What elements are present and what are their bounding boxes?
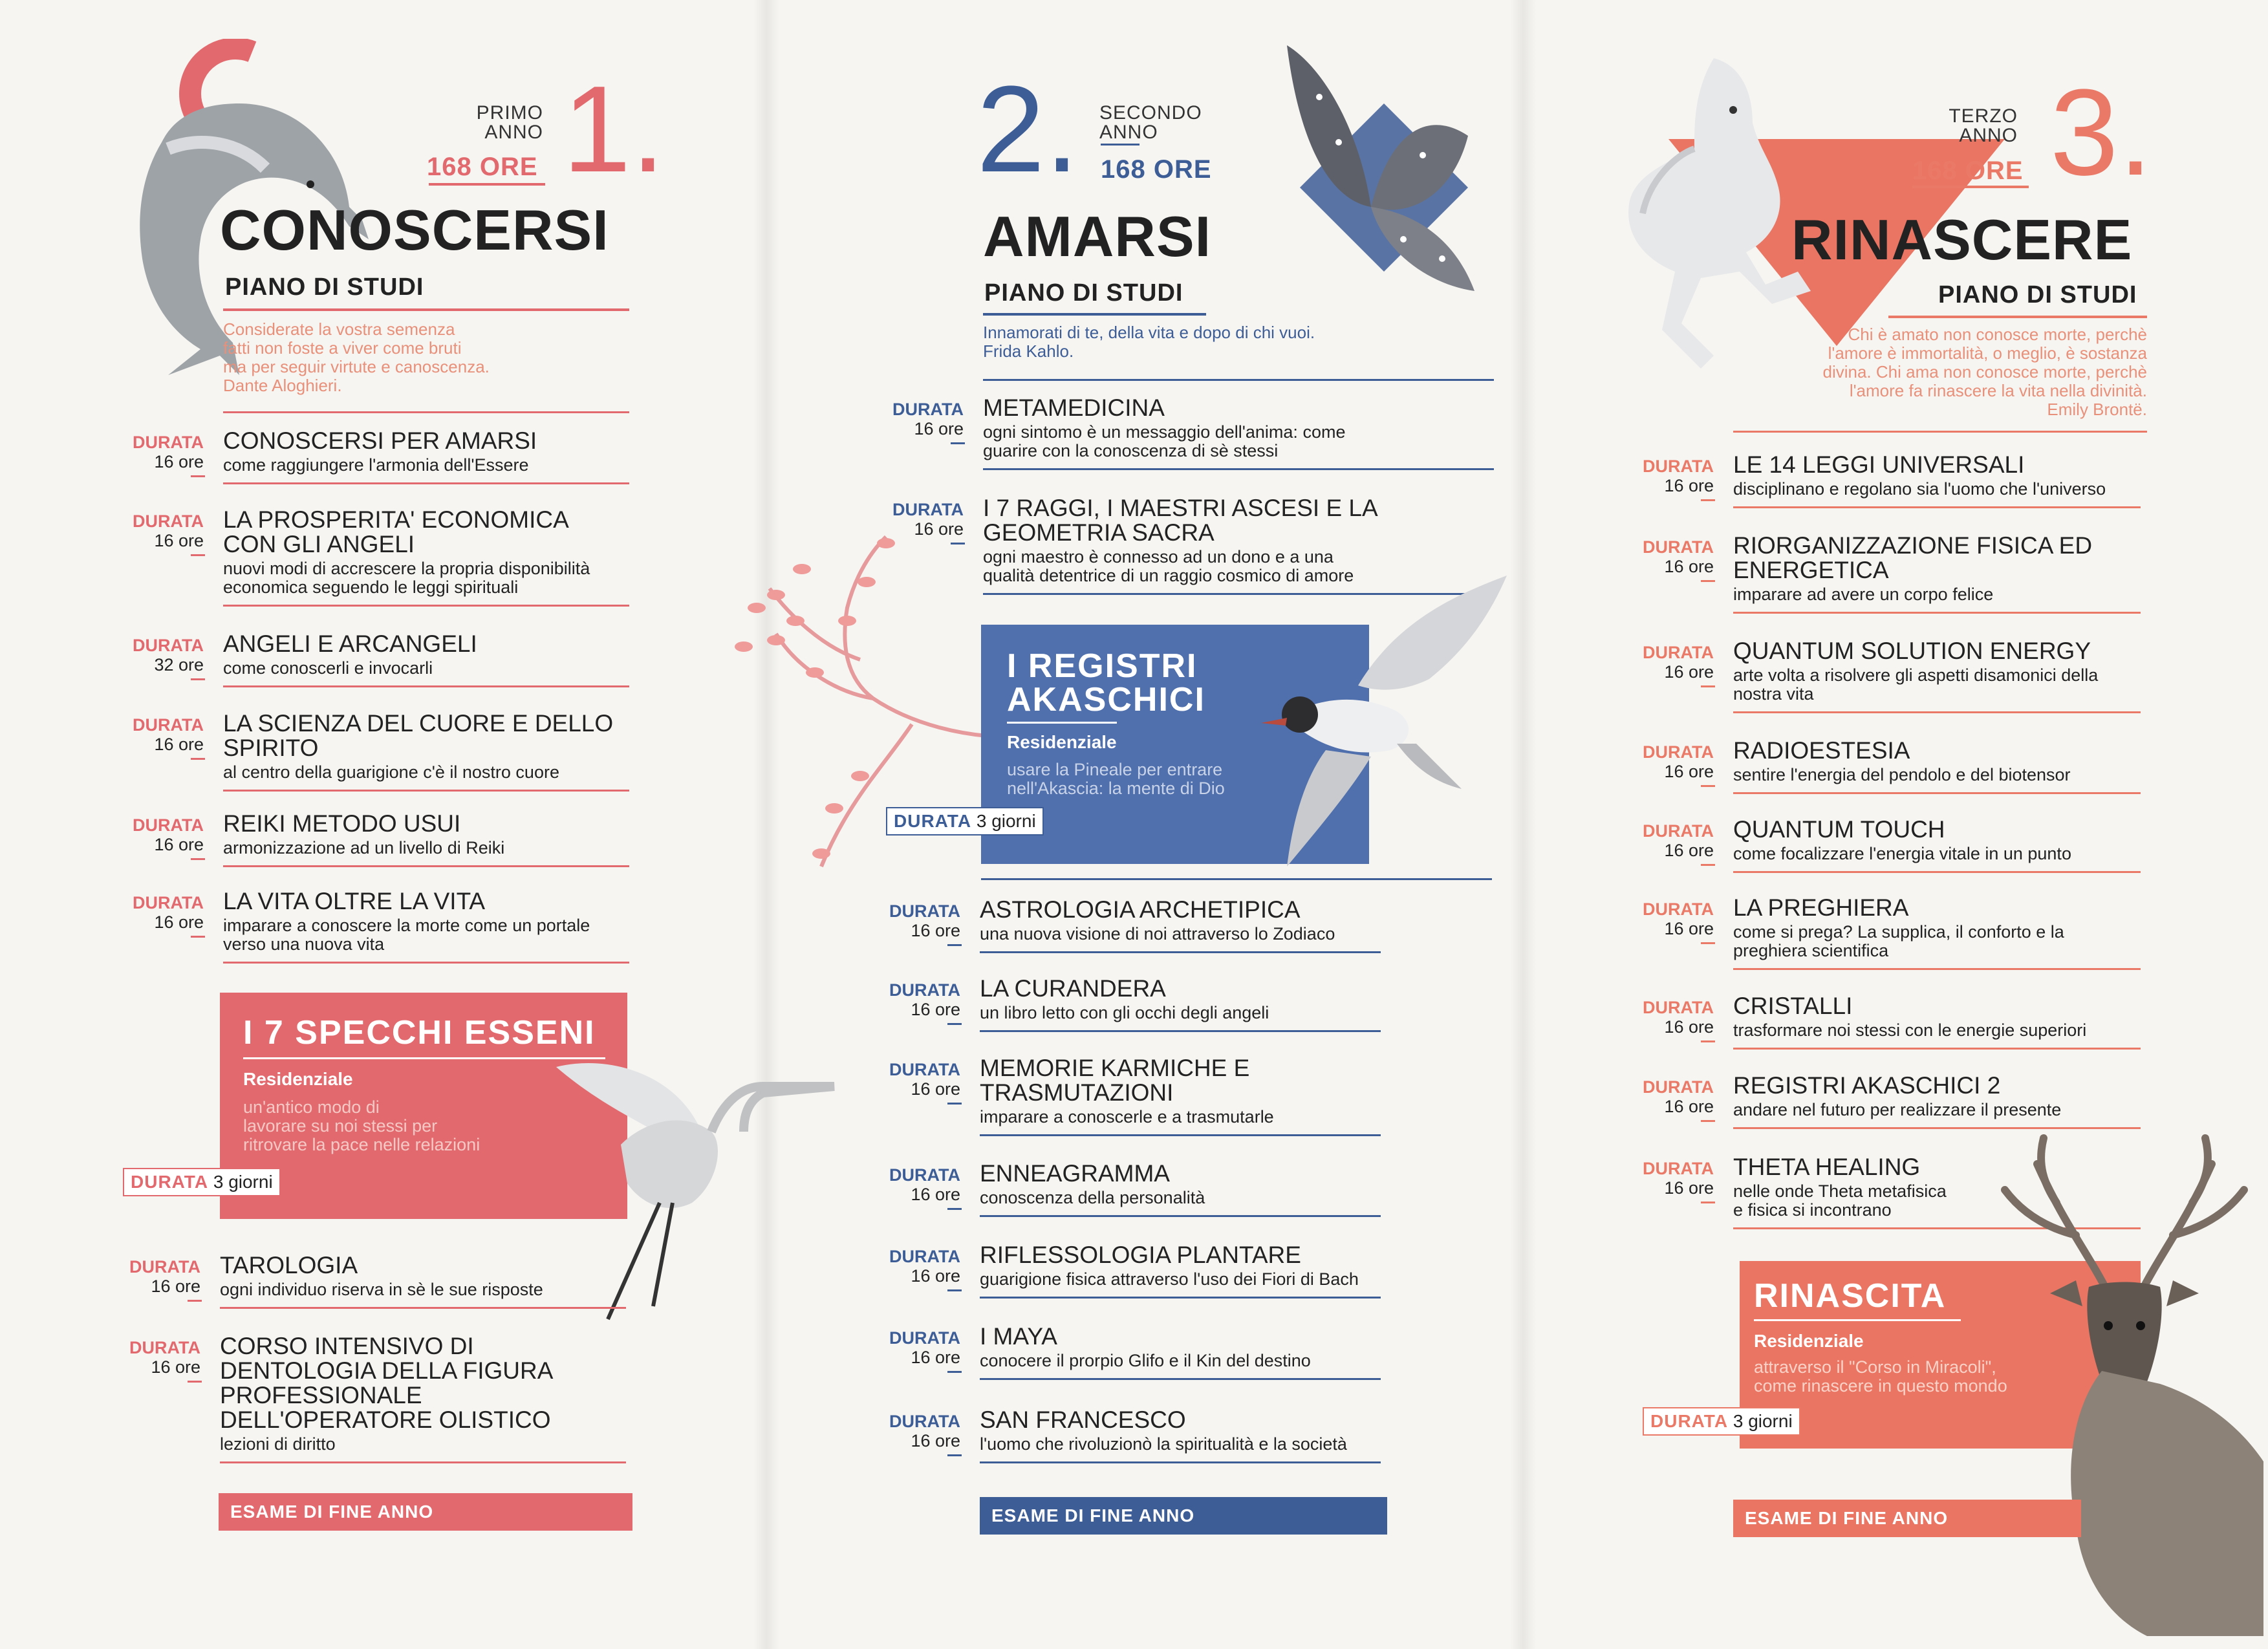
duration-dash — [947, 1023, 962, 1025]
duration-value: 3 giorni — [213, 1172, 273, 1192]
course-title: LE 14 LEGGI UNIVERSALI — [1733, 451, 2025, 478]
course-rule — [223, 605, 629, 607]
duration-dash — [947, 944, 962, 946]
duration-dash — [1701, 785, 1715, 787]
duration-hours: 16 ore — [1664, 662, 1714, 682]
duration-dash — [191, 858, 205, 860]
duration-label: DURATA — [131, 1172, 209, 1192]
duration-label: DURATA — [1643, 998, 1714, 1017]
duration-label: DURATA — [889, 980, 960, 1000]
year-ordinal-label — [1099, 103, 1202, 142]
duration-tag — [1643, 1407, 1800, 1436]
duration-dash — [191, 936, 205, 938]
duration-label: DURATA — [133, 715, 204, 735]
course-title: LA SCIENZA DEL CUORE E DELLO SPIRITO — [223, 710, 614, 761]
course-rule — [1733, 968, 2141, 970]
duration-label: DURATA — [889, 1165, 960, 1185]
course-description: al centro della guarigione c'è il nostro cuore — [223, 762, 559, 782]
course-description: l'uomo che rivoluzionò la spiritualità e la società — [980, 1434, 1347, 1454]
course-rule — [980, 1134, 1381, 1136]
duration-dash — [191, 758, 205, 760]
course-title: ENNEAGRAMMA — [980, 1160, 1170, 1187]
course-title: QUANTUM SOLUTION ENERGY — [1733, 638, 2091, 664]
course-rule — [1733, 1048, 2141, 1050]
duration-dash — [947, 1289, 962, 1291]
duration-label: DURATA — [1643, 742, 1714, 762]
course-description: lezioni di diritto — [220, 1434, 336, 1454]
duration-label: DURATA — [1650, 1411, 1729, 1431]
course-title: REIKI METODO USUI — [223, 810, 461, 837]
duration-dash — [1701, 864, 1715, 866]
duration-hours: 16 ore — [914, 419, 964, 438]
duration-hours: 16 ore — [1664, 919, 1714, 938]
course-rule — [220, 1461, 626, 1463]
course-title: THETA HEALING — [1733, 1154, 1921, 1180]
duration-hours: 32 ore — [154, 655, 204, 674]
exam-bar: ESAME DI FINE ANNO — [1733, 1500, 2081, 1537]
course-description: conocere il prorpio Glifo e il Kin del destino — [980, 1351, 1311, 1370]
course-rule — [223, 685, 629, 687]
course-description: imparare a conoscere la morte come un portale verso una nuova vita — [223, 916, 590, 954]
course-title: I 7 RAGGI, I MAESTRI ASCESI E LA GEOMETRIA SACRA — [983, 495, 1378, 546]
piano-di-studi-heading: PIANO DI STUDI — [984, 279, 1183, 307]
duration-label: DURATA — [889, 1247, 960, 1266]
course-description: ogni individuo riserva in sè le sue risposte — [220, 1280, 543, 1299]
year-ordinal-label — [1914, 107, 2018, 146]
course-title: RIORGANIZZAZIONE FISICA ED ENERGETICA — [1733, 532, 2093, 583]
course-rule — [1733, 792, 2141, 794]
duration-dash — [947, 1208, 962, 1210]
box-description: attraverso il "Corso in Miracoli", come rinascere in questo mondo — [1754, 1357, 2007, 1396]
course-rule — [223, 962, 629, 964]
course-description: andare nel futuro per realizzare il presente — [1733, 1100, 2062, 1119]
course-description: nelle onde Theta metafisica e fisica si incontrano — [1733, 1181, 1947, 1220]
duration-label: DURATA — [1643, 821, 1714, 841]
duration-label: DURATA — [129, 1257, 200, 1277]
duration-label: DURATA — [133, 512, 204, 531]
course-title: TAROLOGIA — [220, 1252, 358, 1278]
piano-di-studi-heading: PIANO DI STUDI — [1938, 281, 2137, 308]
course-rule — [220, 1307, 626, 1309]
course-rule — [980, 1297, 1381, 1299]
box-description: usare la Pineale per entrare nell'Akascia: la mente di Dio — [1007, 760, 1225, 798]
year-title: RINASCERE — [1791, 208, 2133, 272]
course-description: ogni maestro è connesso ad un dono e a una qualità detentrice di un raggio cosmico di amore — [983, 547, 1354, 585]
course-title: REGISTRI AKASCHICI 2 — [1733, 1072, 2001, 1099]
course-title: LA CURANDERA — [980, 975, 1166, 1002]
course-description: imparare ad avere un corpo felice — [1733, 585, 1994, 604]
duration-hours: 16 ore — [151, 1357, 200, 1377]
duration-tag — [123, 1168, 281, 1196]
course-title: RIFLESSOLOGIA PLANTARE — [980, 1242, 1301, 1268]
hours-underline — [1912, 186, 2029, 188]
duration-label: DURATA — [133, 815, 204, 835]
course-rule — [980, 1030, 1381, 1032]
panel-year-2 — [757, 0, 1513, 1649]
course-description: armonizzazione ad un livello di Reiki — [223, 838, 505, 857]
duration-label: DURATA — [889, 1060, 960, 1079]
duration-hours: 16 ore — [911, 1266, 960, 1286]
duration-label: DURATA — [1643, 643, 1714, 662]
course-description: imparare a conoscerle e a trasmutarle — [980, 1107, 1274, 1126]
duration-label: DURATA — [889, 1412, 960, 1431]
duration-dash — [191, 475, 205, 477]
duration-label: DURATA — [894, 811, 972, 831]
course-description: nuovi modi di accrescere la propria disponibilità economica seguendo le leggi spirituali — [223, 559, 590, 597]
course-title: RADIOESTESIA — [1733, 737, 1910, 764]
duration-dash — [947, 1371, 962, 1373]
course-rule — [980, 1215, 1381, 1217]
course-description: come conoscerli e invocarli — [223, 658, 433, 678]
course-description: un libro letto con gli occhi degli angeli — [980, 1003, 1269, 1022]
duration-label: DURATA — [1643, 457, 1714, 476]
duration-value: 3 giorni — [976, 811, 1036, 831]
quote-rule — [983, 379, 1494, 381]
course-title: LA PREGHIERA — [1733, 894, 1909, 921]
duration-label: DURATA — [889, 901, 960, 921]
hours-underline — [1101, 144, 1139, 146]
course-title: CORSO INTENSIVO DI DENTOLOGIA DELLA FIGURA PROFESSIONALE DELL'OPERATORE OLISTICO — [220, 1333, 554, 1433]
quote-rule — [223, 411, 629, 413]
piano-di-studi-heading: PIANO DI STUDI — [225, 274, 424, 301]
duration-dash — [1701, 1202, 1715, 1203]
duration-hours: 16 ore — [151, 1277, 200, 1296]
duration-label: DURATA — [1643, 900, 1714, 919]
duration-label: DURATA — [133, 893, 204, 912]
course-title: LA PROSPERITA' ECONOMICA CON GLI ANGELI — [223, 506, 569, 557]
course-rule — [983, 468, 1494, 470]
course-description: trasformare noi stessi con le energie superiori — [1733, 1020, 2087, 1040]
duration-hours: 16 ore — [154, 735, 204, 754]
stag-illustration — [1979, 1125, 2263, 1636]
course-rule — [980, 951, 1381, 953]
duration-dash — [951, 442, 965, 444]
duration-label: DURATA — [892, 400, 964, 419]
hours-label: 168 ORE — [1101, 155, 1212, 184]
course-description: come si prega? La supplica, il conforto e la preghiera scientifica — [1733, 922, 2064, 960]
course-description: sentire l'energia del pendolo e del biotensor — [1733, 765, 2071, 784]
panel-year-1 — [0, 0, 757, 1649]
course-title: ASTROLOGIA ARCHETIPICA — [980, 896, 1301, 923]
course-rule — [223, 482, 629, 484]
box-description: un'antico modo di lavorare su noi stessi per ritrovare la pace nelle relazioni — [243, 1097, 481, 1154]
year-ordinal-label — [440, 103, 543, 142]
year-number: 3. — [2050, 64, 2153, 201]
anno-text: ANNO — [1959, 125, 2018, 146]
course-rule — [1733, 506, 2141, 508]
seagull-illustration — [1248, 569, 1520, 879]
duration-label: DURATA — [129, 1338, 200, 1357]
anno-text: ANNO — [484, 122, 543, 143]
ordinal-text: PRIMO — [476, 102, 543, 124]
heading-rule — [983, 313, 1206, 316]
course-description: conoscenza della personalità — [980, 1188, 1205, 1207]
duration-dash — [947, 1103, 962, 1105]
course-title: CONOSCERSI PER AMARSI — [223, 427, 537, 454]
year-title: CONOSCERSI — [220, 198, 609, 262]
box-title: RINASCITA — [1754, 1277, 1947, 1315]
duration-hours: 16 ore — [1664, 557, 1714, 576]
course-description: disciplinano e regolano sia l'uomo che l'universo — [1733, 479, 2106, 499]
duration-dash — [947, 1454, 962, 1456]
course-title: LA VITA OLTRE LA VITA — [223, 888, 486, 914]
duration-hours: 16 ore — [1664, 841, 1714, 860]
duration-label: DURATA — [1643, 537, 1714, 557]
duration-hours: 16 ore — [911, 1185, 960, 1204]
duration-label: DURATA — [889, 1328, 960, 1348]
exam-bar: ESAME DI FINE ANNO — [219, 1493, 632, 1531]
course-rule — [1733, 871, 2141, 873]
course-description: come raggiungere l'armonia dell'Essere — [223, 455, 529, 475]
box-rule — [1754, 1319, 1961, 1321]
duration-hours: 16 ore — [911, 1431, 960, 1450]
quote: Considerate la vostra semenza fatti non foste a viver come bruti ma per seguir virtute e canoscenza. Dante Aloghieri. — [223, 319, 490, 395]
duration-label: DURATA — [1643, 1159, 1714, 1178]
course-rule — [1733, 711, 2141, 713]
duration-hours: 16 ore — [911, 921, 960, 940]
course-title: I MAYA — [980, 1323, 1057, 1350]
ordinal-text: TERZO — [1949, 105, 2018, 127]
year-title: AMARSI — [983, 204, 1212, 268]
course-rule — [223, 865, 629, 867]
ordinal-text: SECONDO — [1099, 102, 1202, 124]
box-title: I REGISTRI AKASCHICI — [1007, 647, 1205, 718]
duration-label: DURATA — [1643, 1077, 1714, 1097]
quote-rule — [1733, 431, 2147, 433]
exam-bar: ESAME DI FINE ANNO — [980, 1497, 1387, 1535]
course-rule — [1733, 612, 2141, 614]
duration-hours: 16 ore — [154, 531, 204, 550]
duration-dash — [191, 678, 205, 680]
duration-hours: 16 ore — [911, 1079, 960, 1099]
duration-hours: 16 ore — [1664, 1017, 1714, 1037]
hours-label: 168 ORE — [1912, 156, 2024, 185]
quote: Chi è amato non conosce morte, perchè l'amore è immortalità, o meglio, è sostanza divina. Chi ama non conosce morte, perchè l'amore fa rinascere la vita nella divinità. Emily Brontë. — [1822, 325, 2147, 419]
duration-hours: 16 ore — [1664, 1178, 1714, 1198]
duration-dash — [1701, 1040, 1715, 1042]
course-description: arte volta a risolvere gli aspetti disamonici della nostra vita — [1733, 665, 2099, 704]
box-residential: Residenziale — [1007, 732, 1117, 752]
duration-dash — [188, 1300, 202, 1302]
course-description: come focalizzare l'energia vitale in un punto — [1733, 844, 2071, 863]
course-title: MEMORIE KARMICHE E TRASMUTAZIONI — [980, 1055, 1250, 1106]
duration-hours: 16 ore — [1664, 762, 1714, 781]
duration-dash — [191, 554, 205, 556]
course-title: QUANTUM TOUCH — [1733, 816, 1945, 843]
panel-year-3 — [1513, 0, 2268, 1649]
duration-hours: 16 ore — [914, 519, 964, 539]
heading-rule — [223, 308, 629, 311]
course-description: ogni sintomo è un messaggio dell'anima: come guarire con la conoscenza di sè stessi — [983, 422, 1346, 460]
anno-text: ANNO — [1099, 122, 1158, 143]
duration-tag — [886, 807, 1044, 835]
butterfly-illustration — [1261, 45, 1507, 317]
duration-hours: 16 ore — [154, 912, 204, 932]
box-rule — [1007, 722, 1117, 724]
duration-dash — [1701, 685, 1715, 687]
hours-label: 168 ORE — [427, 153, 538, 181]
duration-dash — [1701, 499, 1715, 501]
duration-dash — [1701, 942, 1715, 944]
duration-hours: 16 ore — [911, 1000, 960, 1019]
duration-label: DURATA — [133, 636, 204, 655]
hours-underline — [429, 183, 545, 186]
box-title: I 7 SPECCHI ESSENI — [243, 1014, 596, 1051]
duration-dash — [1701, 580, 1715, 582]
course-rule — [980, 1461, 1381, 1463]
course-rule — [223, 790, 629, 792]
duration-hours: 16 ore — [1664, 1097, 1714, 1116]
duration-hours: 16 ore — [154, 452, 204, 471]
quote: Innamorati di te, della vita e dopo di chi vuoi. Frida Kahlo. — [983, 323, 1315, 361]
duration-label: DURATA — [133, 433, 204, 452]
course-rule — [980, 1378, 1381, 1380]
course-title: CRISTALLI — [1733, 993, 1853, 1019]
year-number: 1. — [563, 61, 665, 198]
duration-dash — [1701, 1120, 1715, 1122]
box-residential: Residenziale — [1754, 1331, 1864, 1351]
duration-dash — [188, 1381, 202, 1383]
duration-hours: 16 ore — [154, 835, 204, 854]
duration-value: 3 giorni — [1733, 1411, 1793, 1431]
course-title: SAN FRANCESCO — [980, 1406, 1186, 1433]
heading-rule — [1888, 316, 2147, 318]
duration-hours: 16 ore — [1664, 476, 1714, 495]
course-description: una nuova visione di noi attraverso lo Zodiaco — [980, 924, 1335, 943]
year-number: 2. — [977, 61, 1079, 198]
duration-hours: 16 ore — [911, 1348, 960, 1367]
duration-label: DURATA — [892, 500, 964, 519]
course-title: ANGELI E ARCANGELI — [223, 630, 477, 657]
box-residential: Residenziale — [243, 1069, 353, 1089]
course-title: METAMEDICINA — [983, 394, 1165, 421]
course-description: guarigione fisica attraverso l'uso dei Fiori di Bach — [980, 1269, 1359, 1289]
